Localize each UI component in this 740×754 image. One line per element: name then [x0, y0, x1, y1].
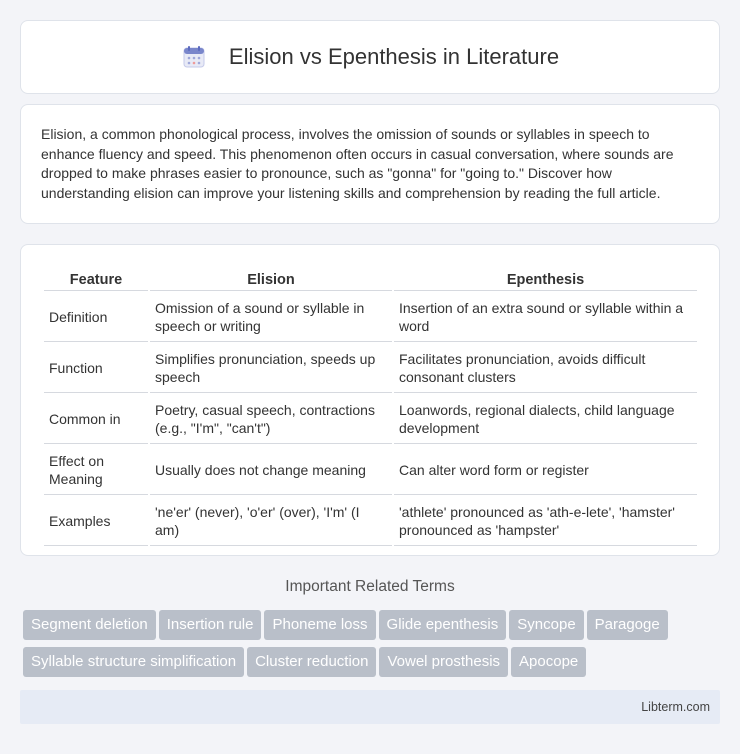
feature-cell: Definition — [44, 293, 148, 342]
epenthesis-cell: Facilitates pronunciation, avoids difficult consonant clusters — [394, 344, 697, 393]
elision-cell: Omission of a sound or syllable in speech or writing — [150, 293, 392, 342]
comparison-table — [42, 265, 699, 548]
related-term-tag[interactable]: Cluster reduction — [247, 647, 376, 677]
header-epenthesis: Epenthesis — [394, 267, 697, 291]
related-term-tag[interactable]: Segment deletion — [23, 610, 156, 640]
related-term-tag[interactable]: Apocope — [511, 647, 586, 677]
intro-text: Elision, a common phonological process, involves the omission of sounds or syllables in speech to enhance fluency and speed. This phenomenon often occurs in casual conversation, where sounds are dropped to make phrases easier to pronounce, such as "gonna" for "going to." Discover how understanding elision can improve your listening skills and comprehension by reading the full article. — [41, 126, 674, 201]
related-term-tag[interactable]: Insertion rule — [159, 610, 262, 640]
footer — [20, 690, 720, 724]
related-term-tag[interactable]: Syllable structure simplification — [23, 647, 244, 677]
related-terms-title: Important Related Terms — [285, 578, 455, 595]
table-row — [44, 497, 697, 546]
elision-cell: Poetry, casual speech, contractions (e.g., "I'm", "can't") — [150, 395, 392, 444]
calendar-icon — [181, 44, 207, 70]
related-term-tag[interactable]: Paragoge — [587, 610, 668, 640]
footer-site-link[interactable]: Libterm.com — [641, 700, 710, 714]
table-row — [44, 293, 697, 342]
table-header-row — [44, 267, 697, 291]
elision-cell: Usually does not change meaning — [150, 446, 392, 495]
feature-cell: Examples — [44, 497, 148, 546]
header-feature: Feature — [44, 267, 148, 291]
feature-cell: Function — [44, 344, 148, 393]
epenthesis-cell: Insertion of an extra sound or syllable within a word — [394, 293, 697, 342]
epenthesis-cell: Can alter word form or register — [394, 446, 697, 495]
elision-cell: 'ne'er' (never), 'o'er' (over), 'I'm' (I am) — [150, 497, 392, 546]
comparison-card — [20, 244, 720, 556]
table-row — [44, 446, 697, 495]
related-term-tag[interactable]: Syncope — [509, 610, 583, 640]
feature-cell: Effect on Meaning — [44, 446, 148, 495]
intro-card — [20, 104, 720, 224]
feature-cell: Common in — [44, 395, 148, 444]
epenthesis-cell: 'athlete' pronounced as 'ath-e-lete', 'hamster' pronounced as 'hampster' — [394, 497, 697, 546]
related-term-tag[interactable]: Vowel prosthesis — [379, 647, 508, 677]
table-row — [44, 344, 697, 393]
table-row — [44, 395, 697, 444]
title-card — [20, 20, 720, 94]
header-elision: Elision — [150, 267, 392, 291]
elision-cell: Simplifies pronunciation, speeds up speech — [150, 344, 392, 393]
related-term-tag[interactable]: Glide epenthesis — [379, 610, 507, 640]
page-title: Elision vs Epenthesis in Literature — [228, 44, 560, 69]
related-term-tag[interactable]: Phoneme loss — [264, 610, 375, 640]
related-terms-list — [23, 610, 723, 684]
epenthesis-cell: Loanwords, regional dialects, child language development — [394, 395, 697, 444]
